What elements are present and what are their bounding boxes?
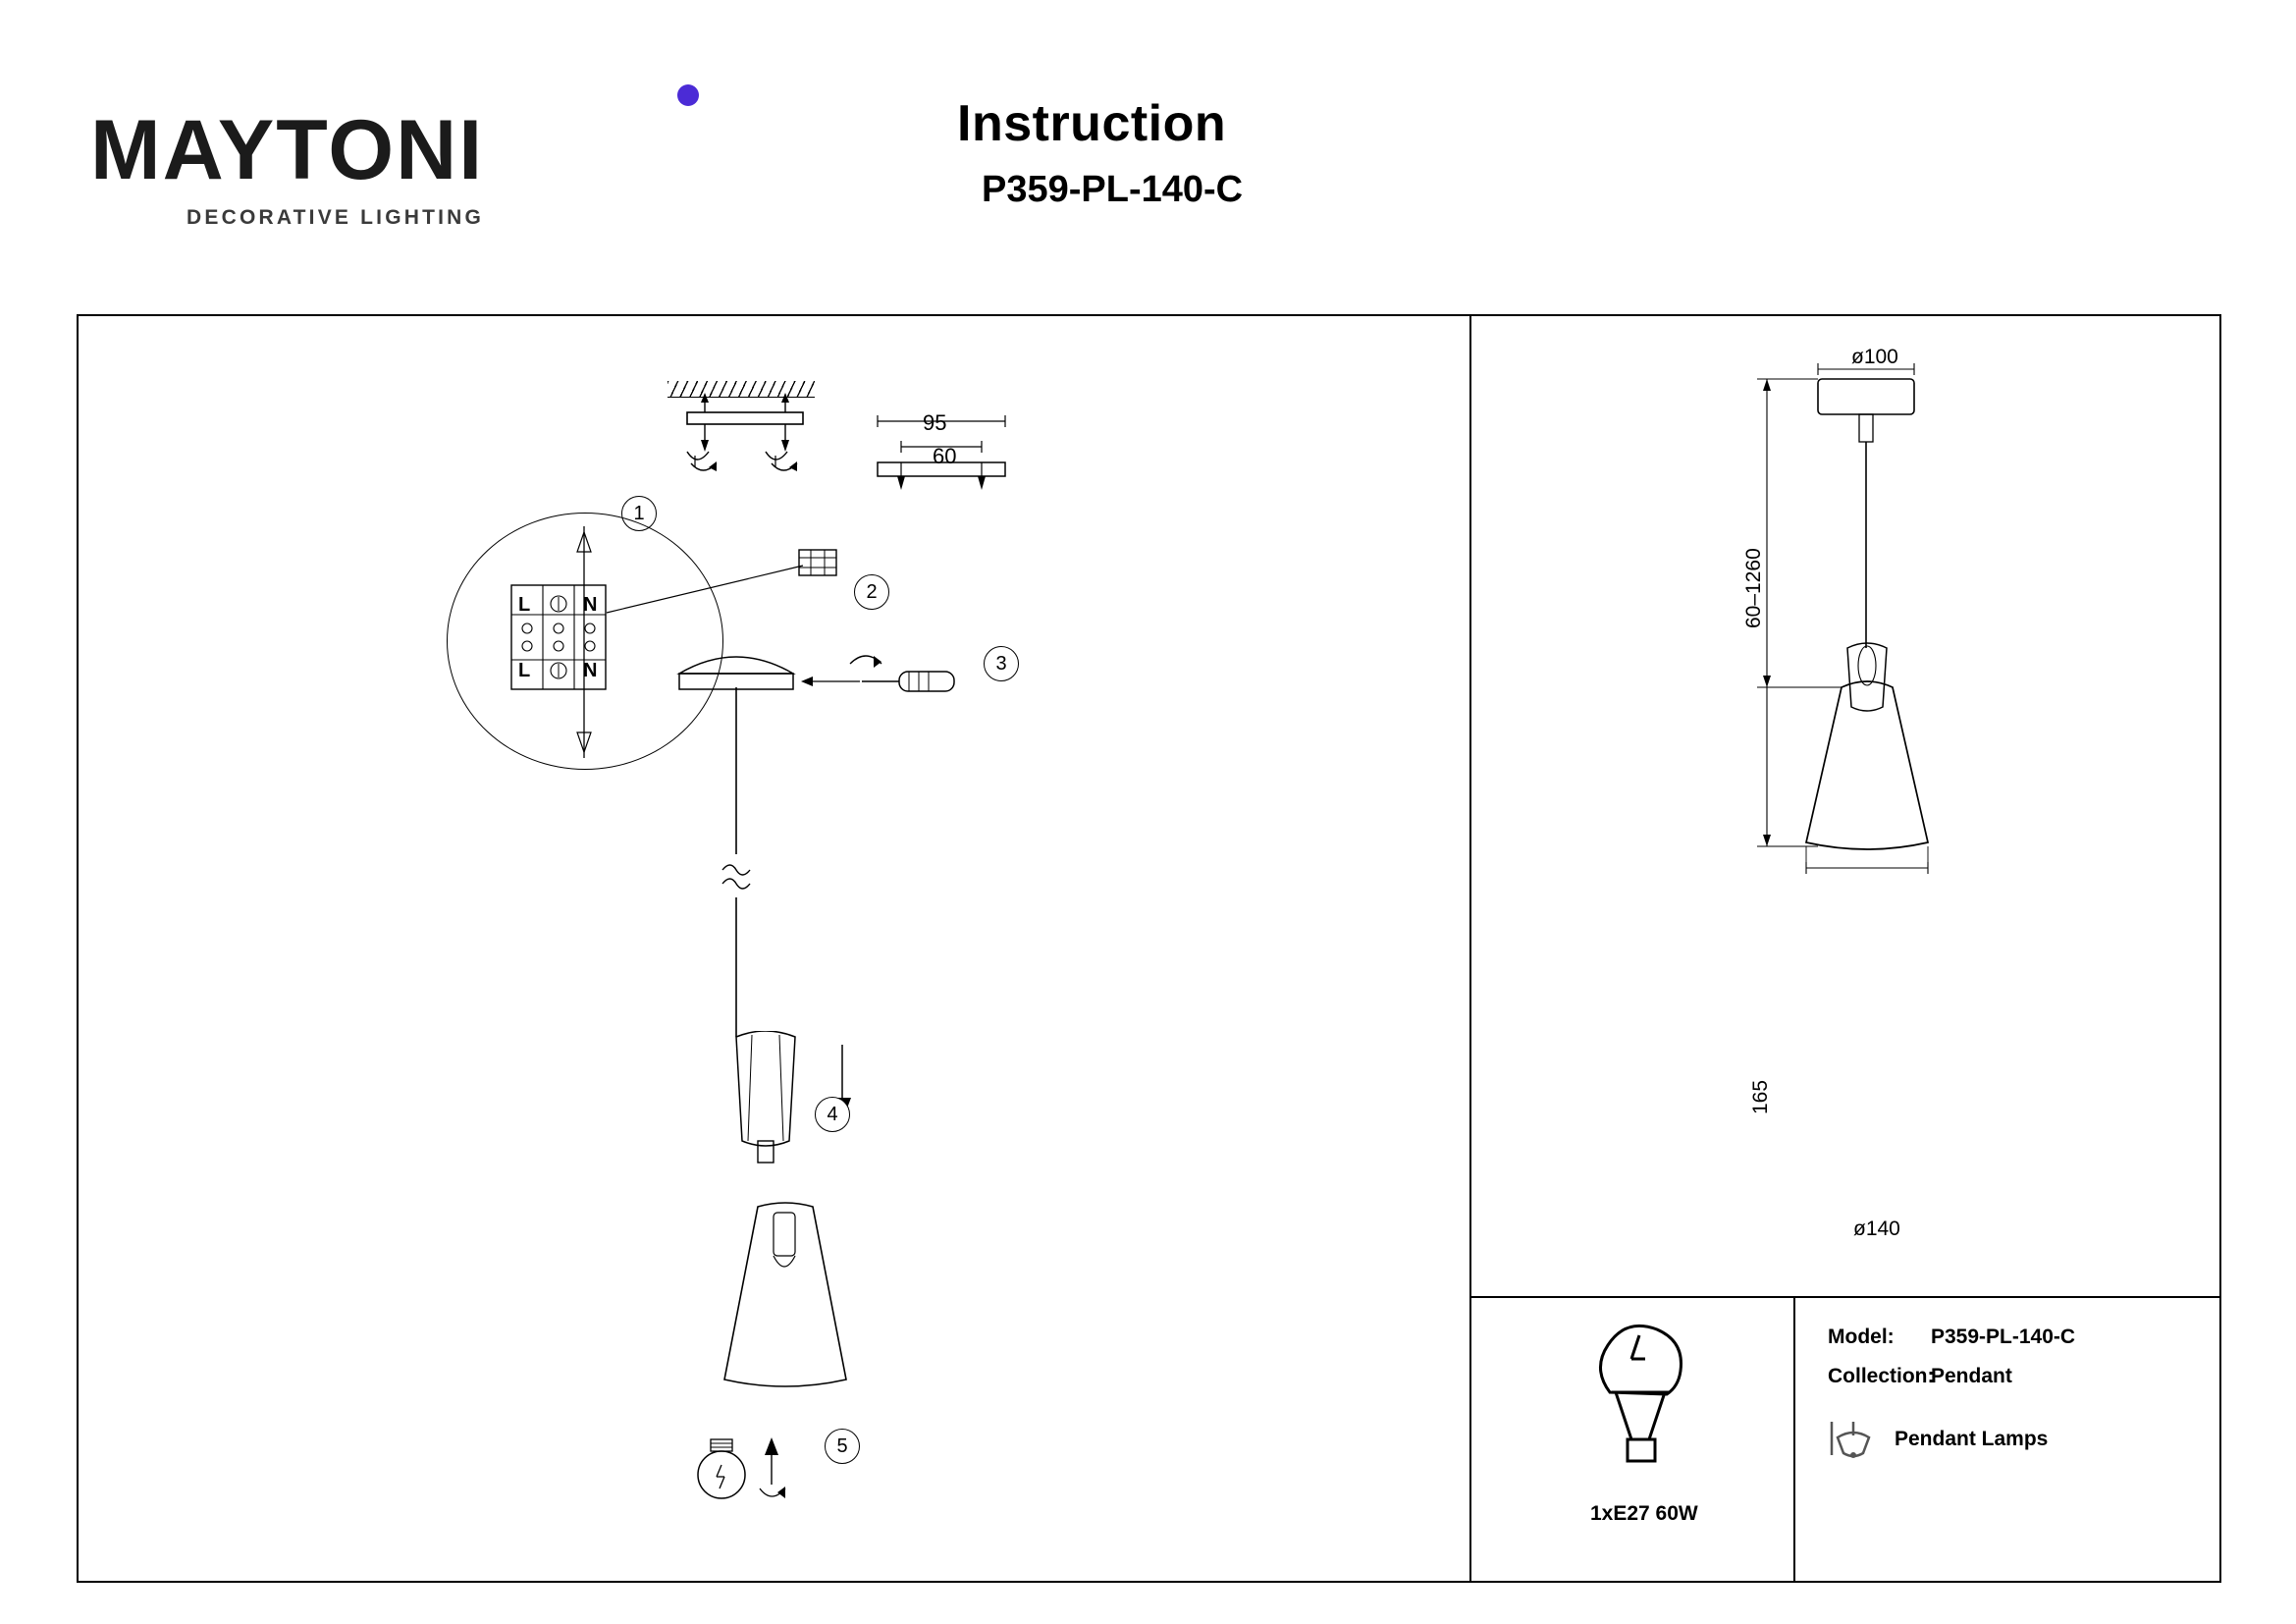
brand-wordmark: MAYTONI <box>90 103 485 197</box>
product-specs <box>1828 1326 2075 1463</box>
terminal-label-L-top: L <box>518 594 531 616</box>
frame-vertical-divider <box>1469 314 1471 1583</box>
shade-height-label: 165 <box>1749 1079 1772 1114</box>
step-marker-3: 3 <box>984 646 1019 681</box>
terminal-label-L-bottom: L <box>518 660 531 681</box>
spec-row-collection <box>1828 1365 2075 1388</box>
bulb-icon <box>1571 1316 1718 1497</box>
frame-horizontal-divider <box>1469 1296 2221 1298</box>
elevation-drawing <box>1757 334 2052 1237</box>
height-range-label: 60–1260 <box>1742 548 1765 628</box>
bracket-dim-outer: 95 <box>923 410 947 435</box>
collection-value: Pendant <box>1931 1365 2012 1387</box>
collection-label: Collection: <box>1828 1365 1935 1387</box>
terminal-label-N-bottom: N <box>583 660 598 681</box>
step-marker-5: 5 <box>825 1429 860 1464</box>
category-label: Pendant Lamps <box>1895 1428 2049 1450</box>
model-code: P359-PL-140-C <box>982 169 1244 210</box>
shade-diameter-label: ø140 <box>1853 1218 1900 1240</box>
terminal-label-N-top: N <box>583 594 598 616</box>
step-marker-4: 4 <box>815 1097 850 1132</box>
frame-info-divider <box>1793 1296 1795 1583</box>
category-row <box>1828 1416 2075 1463</box>
lamp-shade-drawing <box>648 1193 903 1419</box>
canopy-diameter-label: ø100 <box>1851 346 1898 368</box>
logo-dot-icon <box>677 84 699 106</box>
step5-bulb-install <box>687 1434 903 1542</box>
brand-logo <box>90 103 485 230</box>
brand-tagline: DECORATIVE LIGHTING <box>187 206 485 229</box>
step-marker-1: 1 <box>621 496 657 531</box>
pendant-lamp-icon <box>1828 1416 1879 1463</box>
step4-socket-holder <box>677 1031 913 1208</box>
bracket-dim-inner: 60 <box>933 444 957 468</box>
socket-spec: 1xE27 60W <box>1590 1502 1698 1525</box>
suspension-cable <box>707 687 766 1041</box>
model-label: Model: <box>1828 1326 1895 1348</box>
spec-row-model <box>1828 1326 2075 1349</box>
page-title: Instruction <box>957 95 1227 152</box>
step-marker-2: 2 <box>854 574 889 610</box>
model-value: P359-PL-140-C <box>1931 1326 2076 1348</box>
